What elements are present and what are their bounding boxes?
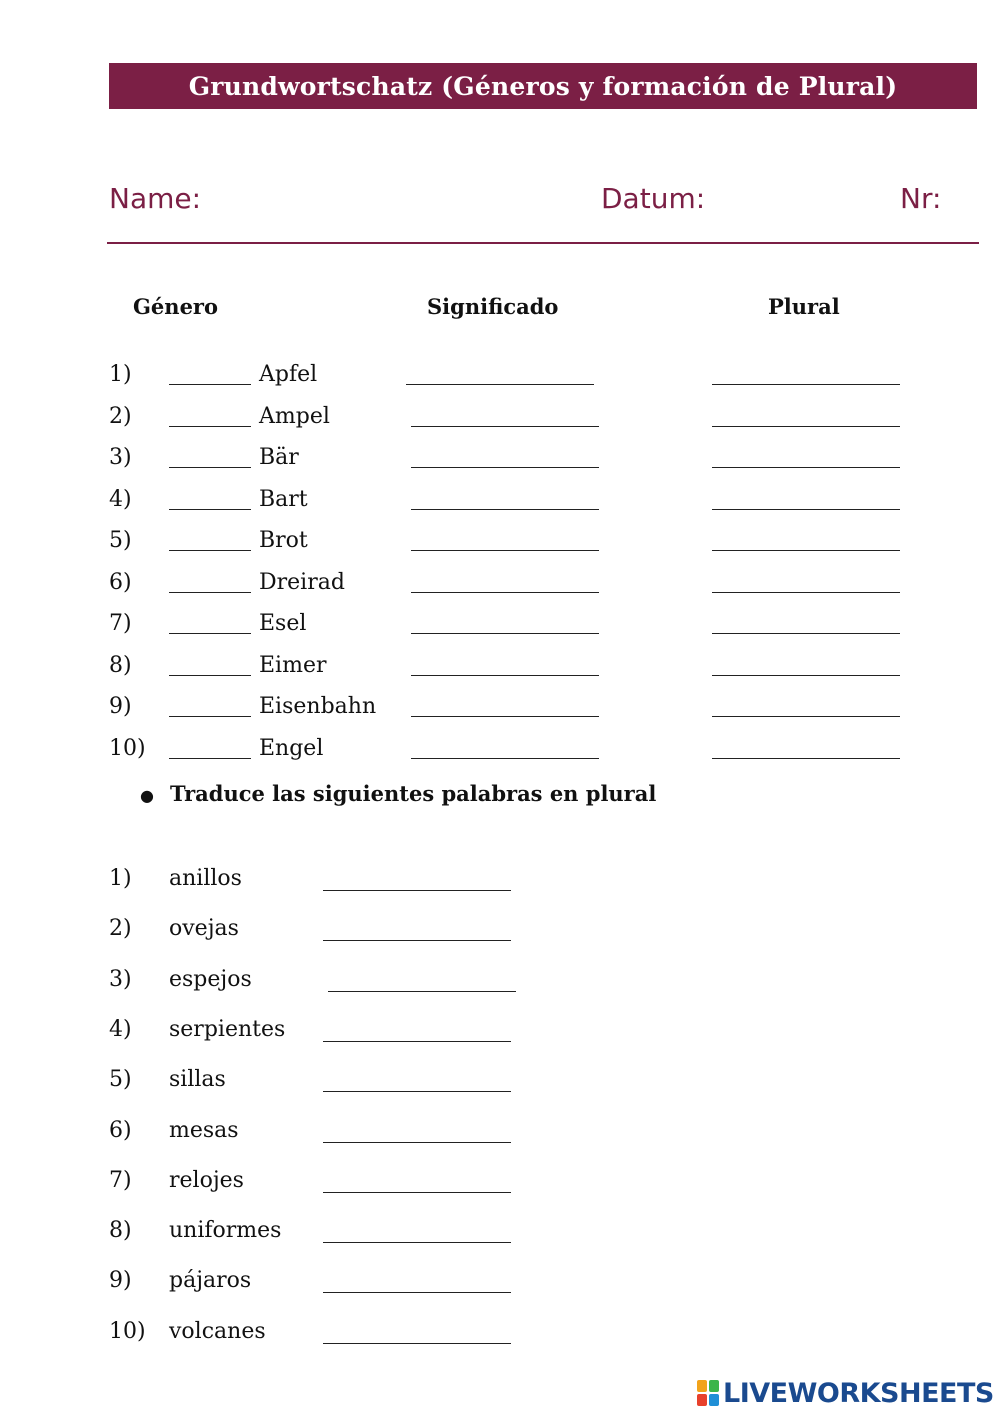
item-number: 7): [109, 1168, 132, 1193]
exercise1-row: [0, 445, 1000, 477]
meaning-answer-blank[interactable]: [411, 592, 599, 593]
item-number: 3): [109, 967, 132, 992]
german-noun: Eimer: [259, 653, 327, 678]
meaning-answer-blank[interactable]: [411, 758, 599, 759]
german-noun: Bart: [259, 487, 308, 512]
item-number: 6): [109, 1118, 132, 1143]
meaning-answer-blank[interactable]: [411, 550, 599, 551]
exercise2-row: [0, 1067, 1000, 1099]
meaning-answer-blank[interactable]: [411, 426, 599, 427]
german-noun: Bär: [259, 445, 299, 470]
meaning-answer-blank[interactable]: [406, 384, 594, 385]
german-noun: Apfel: [259, 362, 318, 387]
spanish-word: espejos: [169, 967, 252, 992]
plural-answer-blank[interactable]: [712, 758, 900, 759]
exercise1-row: [0, 487, 1000, 519]
plural-answer-blank[interactable]: [712, 509, 900, 510]
column-header-gender: Género: [133, 294, 218, 319]
spanish-word: sillas: [169, 1067, 226, 1092]
gender-answer-blank[interactable]: [169, 467, 251, 468]
item-number: 6): [109, 570, 132, 595]
header-divider: [107, 242, 979, 244]
plural-answer-blank[interactable]: [712, 467, 900, 468]
plural-answer-blank[interactable]: [712, 633, 900, 634]
exercise1-row: [0, 528, 1000, 560]
gender-answer-blank[interactable]: [169, 550, 251, 551]
german-noun: Eisenbahn: [259, 694, 377, 719]
exercise1-row: [0, 570, 1000, 602]
meaning-answer-blank[interactable]: [411, 633, 599, 634]
plural-answer-blank[interactable]: [712, 384, 900, 385]
nr-label: Nr:: [900, 182, 942, 215]
column-header-plural: Plural: [768, 294, 840, 319]
spanish-word: volcanes: [169, 1319, 266, 1344]
item-number: 8): [109, 653, 132, 678]
spanish-word: serpientes: [169, 1017, 286, 1042]
meaning-answer-blank[interactable]: [411, 675, 599, 676]
gender-answer-blank[interactable]: [169, 509, 251, 510]
spanish-word: pájaros: [169, 1268, 252, 1293]
exercise2-row: [0, 1168, 1000, 1200]
exercise2-row: [0, 1017, 1000, 1049]
meaning-answer-blank[interactable]: [411, 716, 599, 717]
spanish-word: relojes: [169, 1168, 244, 1193]
date-label: Datum:: [601, 182, 706, 215]
plural-answer-blank[interactable]: [712, 426, 900, 427]
meaning-answer-blank[interactable]: [411, 509, 599, 510]
exercise2-row: [0, 1319, 1000, 1351]
translation-answer-blank[interactable]: [323, 1343, 511, 1344]
exercise1-row: [0, 653, 1000, 685]
meaning-answer-blank[interactable]: [411, 467, 599, 468]
exercise2-row: [0, 866, 1000, 898]
item-number: 4): [109, 487, 132, 512]
gender-answer-blank[interactable]: [169, 675, 251, 676]
item-number: 7): [109, 611, 132, 636]
gender-answer-blank[interactable]: [169, 592, 251, 593]
exercise2-row: [0, 967, 1000, 999]
translation-answer-blank[interactable]: [323, 890, 511, 891]
plural-answer-blank[interactable]: [712, 550, 900, 551]
translation-answer-blank[interactable]: [328, 991, 516, 992]
item-number: 10): [109, 1319, 146, 1344]
exercise2-row: [0, 916, 1000, 948]
gender-answer-blank[interactable]: [169, 716, 251, 717]
spanish-word: uniformes: [169, 1218, 282, 1243]
exercise1-row: [0, 611, 1000, 643]
logo-mark-icon: [697, 1380, 719, 1406]
item-number: 3): [109, 445, 132, 470]
page-title: Grundwortschatz (Géneros y formación de Plural): [188, 71, 898, 101]
plural-answer-blank[interactable]: [712, 592, 900, 593]
item-number: 4): [109, 1017, 132, 1042]
logo-text: LIVEWORKSHEETS: [723, 1377, 994, 1409]
exercise1-row: [0, 362, 1000, 394]
item-number: 1): [109, 362, 132, 387]
gender-answer-blank[interactable]: [169, 633, 251, 634]
item-number: 9): [109, 1268, 132, 1293]
translation-answer-blank[interactable]: [323, 1091, 511, 1092]
german-noun: Ampel: [259, 404, 330, 429]
german-noun: Engel: [259, 736, 324, 761]
gender-answer-blank[interactable]: [169, 426, 251, 427]
exercise1-row: [0, 404, 1000, 436]
item-number: 10): [109, 736, 146, 761]
german-noun: Dreirad: [259, 570, 345, 595]
bullet-icon: ●: [140, 786, 154, 805]
gender-answer-blank[interactable]: [169, 384, 251, 385]
translation-answer-blank[interactable]: [323, 1292, 511, 1293]
instruction-text: Traduce las siguientes palabras en plural: [170, 781, 657, 806]
translation-answer-blank[interactable]: [323, 1192, 511, 1193]
item-number: 8): [109, 1218, 132, 1243]
translation-answer-blank[interactable]: [323, 940, 511, 941]
translation-answer-blank[interactable]: [323, 1041, 511, 1042]
exercise2-row: [0, 1268, 1000, 1300]
exercise1-row: [0, 694, 1000, 726]
german-noun: Brot: [259, 528, 308, 553]
item-number: 2): [109, 404, 132, 429]
exercise2-row: [0, 1118, 1000, 1150]
column-header-meaning: Significado: [427, 294, 559, 319]
exercise2-row: [0, 1218, 1000, 1250]
translation-answer-blank[interactable]: [323, 1242, 511, 1243]
liveworksheets-logo: [697, 1378, 994, 1408]
spanish-word: anillos: [169, 866, 242, 891]
item-number: 9): [109, 694, 132, 719]
title-banner: [109, 63, 977, 109]
name-label: Name:: [109, 182, 202, 215]
gender-answer-blank[interactable]: [169, 758, 251, 759]
item-number: 5): [109, 528, 132, 553]
plural-answer-blank[interactable]: [712, 675, 900, 676]
translation-answer-blank[interactable]: [323, 1142, 511, 1143]
exercise1-row: [0, 736, 1000, 768]
german-noun: Esel: [259, 611, 307, 636]
spanish-word: ovejas: [169, 916, 239, 941]
item-number: 1): [109, 866, 132, 891]
item-number: 2): [109, 916, 132, 941]
spanish-word: mesas: [169, 1118, 239, 1143]
item-number: 5): [109, 1067, 132, 1092]
plural-answer-blank[interactable]: [712, 716, 900, 717]
